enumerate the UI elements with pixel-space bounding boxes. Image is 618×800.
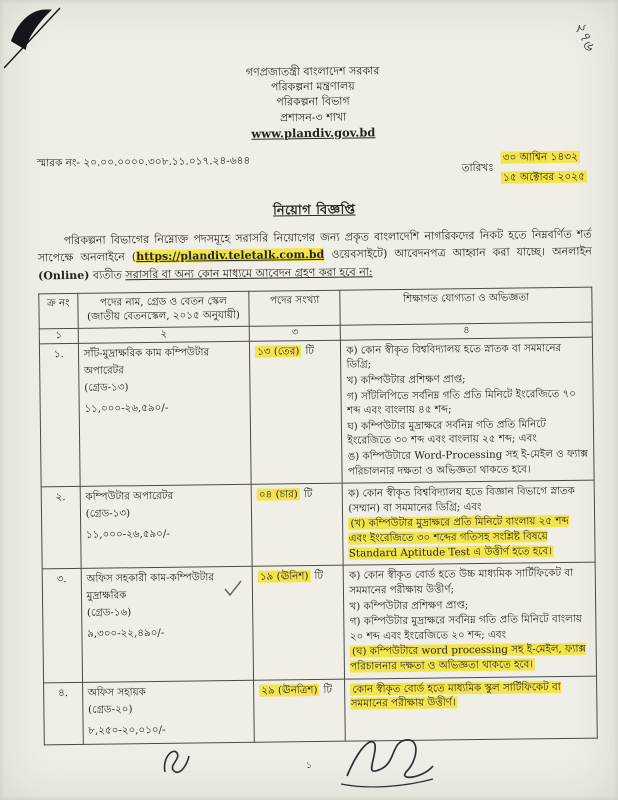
col-header-post xyxy=(78,291,250,328)
qualification-item: ঙ) কম্পিউটারে Word-Processing সহ ই-মেইল ও ফ্যাক্স পরিচালনার দক্ষতা ও অভিজ্ঞতা থাকতে হবে। xyxy=(347,447,589,478)
letterhead xyxy=(36,61,591,145)
signature-icon xyxy=(335,730,439,792)
post-payscale: ১১,০০০-২৬,৫৯০/- xyxy=(85,528,170,542)
qualification-item: ঘ) কম্পিউটার মুদ্রাক্ষরে সর্বনিম্ন গতি প্রতি মিনিটে ইংরেজিতে ৩০ শব্দ এবং বাংলায় ২৫ শব্দ; এবং xyxy=(347,418,547,448)
online-word: (Online) xyxy=(38,268,90,283)
post-name: অফিস সহায়ক xyxy=(87,685,146,699)
date-bangla: ৩০ আশ্বিন ১৪৩২ xyxy=(502,150,578,164)
website-link: www.plandiv.gov.bd xyxy=(251,124,376,141)
col-header-post-line2: (জাতীয় বেতনস্কেল, ২০১৫ অনুযায়ী) xyxy=(87,308,240,323)
qualification-cell xyxy=(344,562,597,678)
post-cell xyxy=(82,680,254,744)
intro-text-3: ব্যতীত xyxy=(89,268,126,282)
memo-number: স্মারক নং- ২০.০০.০০০০.৩০৮.১১.০১৭.২৪-৬৪৪ xyxy=(36,154,251,169)
table-row xyxy=(41,480,595,569)
post-grade: (গ্রেড-১৩) xyxy=(85,507,131,521)
memo-row xyxy=(37,149,591,193)
qualification-item xyxy=(350,642,591,674)
row-serial: ৪. xyxy=(44,682,83,744)
qualification-highlighted: (ঘ) কম্পিউটারে word processing সহ ই-মেইল, ফ্যাক্স পরিচালনার দক্ষতা ও অভিজ্ঞতা থাকতে হবে। xyxy=(350,643,587,673)
vacancy-count: ১৯ (ঊনিশ) xyxy=(259,570,309,583)
tick-mark-icon xyxy=(222,578,244,598)
col-header-post-line1: পদের নাম, গ্রেড ও বেতন স্কেল xyxy=(99,295,227,309)
vacancy-unit: টি xyxy=(305,344,315,357)
qualification-item: গ) সাঁটলিপিতে সর্বনিম্ন গতি প্রতি মিনিটে ইংরেজিতে ৭০ শব্দ এবং বাংলায় ৪৫ শব্দ; xyxy=(346,387,577,417)
post-name: কম্পিউটার অপারেটর xyxy=(85,490,174,504)
government-name: গণপ্রজাতন্ত্রী বাংলাদেশ সরকার xyxy=(245,64,380,79)
post-name: অফিস সহকারী কাম-কম্পিউটার মুদ্রাক্ষরিক xyxy=(86,571,215,603)
ministry-name: পরিকল্পনা মন্ত্রণালয় xyxy=(270,79,355,94)
column-number: ৪ xyxy=(341,322,593,340)
qualification-cell xyxy=(341,337,594,484)
vacancy-unit: টি xyxy=(323,683,333,696)
qualification-item xyxy=(348,514,589,561)
qualification-item: খ) কম্পিউটার প্রশিক্ষণ প্রাপ্ত; xyxy=(346,373,466,387)
post-cell xyxy=(80,485,252,569)
post-payscale: ৮,২৫০-২০,০১০/- xyxy=(88,723,166,737)
qualification-item: খ) কম্পিউটার প্রশিক্ষণ প্রাপ্ত; xyxy=(349,598,469,613)
date-gregorian: ১৫ অক্টোবর ২০২৫ xyxy=(502,170,585,184)
qualification-item: ক) কোন স্বীকৃত বোর্ড হতে উচ্চ মাধ্যমিক সার্টিফিকেট বা সমমানের পরীক্ষায় উত্তীর্ণ; xyxy=(349,567,574,597)
col-header-qualification: শিক্ষাগত যোগ্যতা ও অভিজ্ঞতা xyxy=(340,287,592,325)
qualification-item: ক) কোন স্বীকৃত বিশ্ববিদ্যালয় হতে স্নাতক বা সমমানের ডিগ্রি; xyxy=(346,341,562,371)
signature-icon xyxy=(156,740,198,782)
vacancy-count: ১৩ (তের) xyxy=(257,344,300,358)
vacancy-cell xyxy=(250,340,343,485)
date-block xyxy=(461,149,587,188)
vacancy-count: ০৪ (চার) xyxy=(258,488,298,501)
application-url: https://plandiv.teletalk.com.bd xyxy=(136,248,325,264)
qualification-highlighted: কোন স্বীকৃত বোর্ড হতে মাধ্যমিক স্কুল সার্টিফিকেট বা সমমানের পরীক্ষায় উত্তীর্ণ। xyxy=(350,680,561,710)
post-name: সাঁট-মুদ্রাক্ষরিক কাম কম্পিউটার অপারেটর xyxy=(83,346,210,377)
col-header-vacancies: পদের সংখ্যা xyxy=(249,290,341,326)
column-number: ১ xyxy=(39,328,78,343)
document-sheet xyxy=(36,61,598,745)
page-number: ১ xyxy=(305,760,313,771)
post-cell xyxy=(78,341,251,487)
table-row xyxy=(39,337,594,487)
qualification-item: গ) কম্পিউটার মুদ্রাক্ষরে সর্বনিম্ন গতি প্রতি মিনিটে বাংলায় ২০ শব্দ এবং ইংরেজিতে ২০ শব্দ; এবং xyxy=(349,612,582,643)
qualification-item: ক) কোন স্বীকৃত বিশ্ববিদ্যালয় হতে বিজ্ঞান বিভাগে স্নাতক (সম্মান) বা সমমানের ডিগ্রি; এবং xyxy=(348,485,575,515)
row-serial: ২. xyxy=(41,487,81,570)
pen-scribble-icon xyxy=(2,2,82,72)
intro-text-underlined: সরাসরি বা অন্য কোন মাধ্যমে আবেদন গ্রহণ করা হবে না: xyxy=(125,265,373,282)
vacancy-cell xyxy=(254,679,346,742)
column-number: ৩ xyxy=(249,325,340,341)
vacancy-cell xyxy=(252,565,345,679)
qualification-highlighted: (খ) কম্পিউটার মুদ্রাক্ষরে প্রতি মিনিটে বাংলায় ২৫ শব্দ এবং ইংরেজিতে ৩০ শব্দের গতিসহ সংশ্লিষ্ট বিষয়ে Standard Aptitude Test এ উত্তীর্ণ হতে হবে। xyxy=(348,515,569,560)
corner-handwritten-number: ২৭৬ xyxy=(570,18,599,53)
intro-text-1: পরিকল্পনা বিভাগের নিম্নোক্ত পদসমূহে সরাসরি নিয়োগের জন্য প্রকৃত বাংলাদেশি নাগরিকদের নিকট হতে নিম্নবর্ণিত শর্ত সাপেক্ষে অনলাইনে ( xyxy=(37,227,592,265)
vacancy-unit: টি xyxy=(314,570,324,583)
division-name: পরিকল্পনা বিভাগ xyxy=(276,94,350,109)
post-grade: (গ্রেড-১৬) xyxy=(86,606,132,620)
qualification-cell xyxy=(343,480,596,565)
table-row xyxy=(42,562,596,682)
vacancy-cell xyxy=(251,483,343,566)
col-header-serial: ক্র নং xyxy=(39,293,78,328)
branch-name: প্রশাসন-৩ শাখা xyxy=(279,110,347,124)
notice-title: নিয়োগ বিজ্ঞপ্তি xyxy=(272,202,356,219)
vacancy-count: ২৯ (ঊনত্রিশ) xyxy=(261,683,318,697)
intro-text-2: ওয়েবসাইটে) আবেদনপত্র আহ্বান করা যাচ্ছে। অনলাইন xyxy=(324,244,592,262)
post-payscale: ৯,৩০০-২২,৪৯০/- xyxy=(87,627,165,641)
row-serial: ১. xyxy=(39,343,79,487)
row-serial: ৩. xyxy=(42,569,82,683)
table-row xyxy=(44,676,598,745)
qualification-item xyxy=(350,679,591,711)
post-grade: (গ্রেড-২০) xyxy=(88,702,133,716)
post-payscale: ১১,০০০-২৬,৫৯০/- xyxy=(84,401,169,415)
date-label: তারিখঃ xyxy=(461,161,494,174)
intro-paragraph xyxy=(38,225,593,285)
post-grade: (গ্রেড-১৩) xyxy=(84,381,129,394)
recruitment-table xyxy=(38,287,597,745)
vacancy-unit: টি xyxy=(303,488,313,501)
column-number: ২ xyxy=(78,326,250,343)
